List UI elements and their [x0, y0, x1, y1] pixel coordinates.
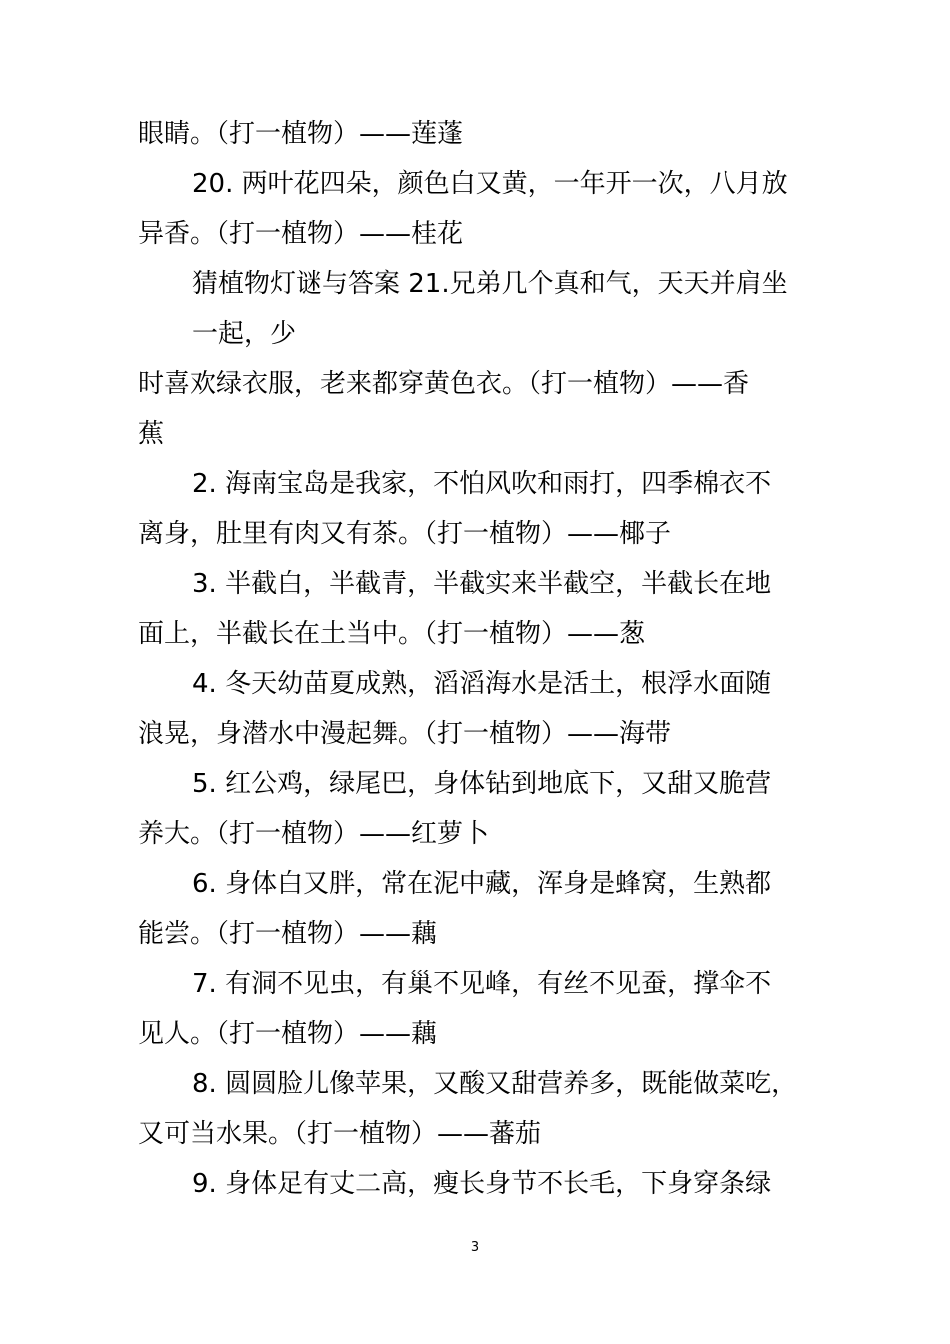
text-line: 眼睛。（打一植物）——莲蓬: [138, 119, 464, 149]
text-line: 2. 海南宝岛是我家，不怕风吹和雨打，四季棉衣不: [192, 469, 772, 499]
text-line: 时喜欢绿衣服，老来都穿黄色衣。（打一植物）——香: [138, 369, 750, 399]
text-line: 6. 身体白又胖，常在泥中藏，浑身是蜂窝，生熟都: [192, 869, 772, 899]
text-line: 3. 半截白，半截青，半截实来半截空，半截长在地: [192, 569, 772, 599]
text-line: 4. 冬天幼苗夏成熟，滔滔海水是活土，根浮水面随: [192, 669, 772, 699]
text-line: 离身，肚里有肉又有茶。（打一植物）——椰子: [138, 519, 672, 549]
page-number: 3: [470, 1240, 480, 1255]
text-line: 7. 有洞不见虫，有巢不见峰，有丝不见蚕，撑伞不: [192, 969, 772, 999]
text-line: 5. 红公鸡，绿尾巴，身体钻到地底下，又甜又脆营: [192, 769, 772, 799]
text-line: 见人。（打一植物）——藕: [138, 1019, 438, 1049]
text-line: 一起，少: [192, 319, 297, 349]
text-line: 浪晃，身潜水中漫起舞。（打一植物）——海带: [138, 719, 672, 749]
text-line: 20. 两叶花四朵，颜色白又黄，一年开一次，八月放: [192, 169, 788, 199]
text-line: 猜植物灯谜与答案 21.兄弟几个真和气，天天并肩坐: [192, 269, 788, 299]
text-line: 能尝。（打一植物）——藕: [138, 919, 438, 949]
text-line: 又可当水果。（打一植物）——蕃茄: [138, 1119, 542, 1149]
text-line: 异香。（打一植物）——桂花: [138, 219, 464, 249]
text-line: 养大。（打一植物）——红萝卜: [138, 819, 490, 849]
text-line: 9. 身体足有丈二高，瘦长身节不长毛，下身穿条绿: [192, 1169, 772, 1199]
text-line: 8. 圆圆脸儿像苹果，又酸又甜营养多，既能做菜吃，: [192, 1069, 798, 1099]
text-line: 蕉: [138, 419, 165, 449]
text-line: 面上，半截长在土当中。（打一植物）——葱: [138, 619, 646, 649]
